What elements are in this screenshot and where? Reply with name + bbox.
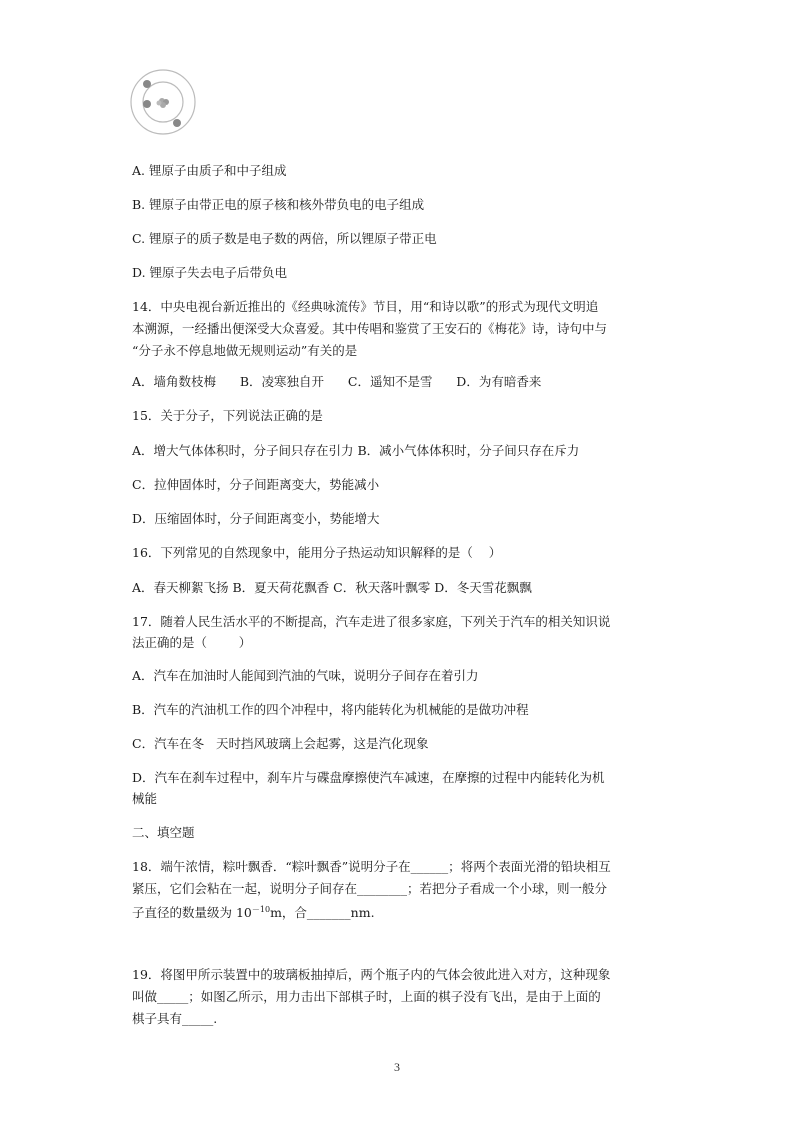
q16-options: A．春天柳絮飞扬 B．夏天荷花飘香 C．秋天落叶飘零 D．冬天雪花飘飘 bbox=[132, 580, 532, 595]
q17-option-a: A．汽车在加油时人能闻到汽油的气味，说明分子间存在着引力 bbox=[132, 668, 479, 683]
q15-option-d: D．压缩固体时，分子间距离变小，势能增大 bbox=[132, 511, 380, 526]
q18-line-3-prefix: 子直径的数量级为 10 bbox=[132, 905, 252, 921]
q14-options: A．墙角数枝梅 B．凌寒独自开 C．遥知不是雪 D．为有暗香来 bbox=[132, 374, 542, 389]
q15-option-c: C．拉伸固体时，分子间距离变大，势能减小 bbox=[132, 477, 380, 492]
section-title-fill-in: 二、填空题 bbox=[132, 825, 195, 840]
page-number: 3 bbox=[394, 1060, 400, 1074]
q18-exponent: －10 bbox=[251, 905, 271, 914]
q14-stem-line-3: “分子永不停息地做无规则运动”有关的是 bbox=[132, 343, 358, 358]
q16-stem: 16．下列常见的自然现象中，能用分子热运动知识解释的是（ ） bbox=[132, 545, 502, 560]
q18-line-1: 18．端午浓情，粽叶飘香．“粽叶飘香”说明分子在______；将两个表面光滑的铅块相互 bbox=[132, 859, 611, 874]
q13-option-c: C. 锂原子的质子数是电子数的两倍，所以锂原子带正电 bbox=[132, 231, 437, 246]
q15-option-ab: A．增大气体体积时，分子间只存在引力 B．减小气体体积时，分子间只存在斥力 bbox=[132, 443, 580, 458]
q18-line-3 bbox=[132, 901, 375, 921]
q17-stem-line-1: 17．随着人民生活水平的不断提高，汽车走进了很多家庭，下列关于汽车的相关知识说 bbox=[132, 614, 611, 629]
q17-option-d-line-1: D．汽车在刹车过程中，刹车片与碟盘摩擦使汽车减速，在摩擦的过程中内能转化为机 bbox=[132, 770, 605, 785]
q13-option-b: B. 锂原子由带正电的原子核和核外带负电的电子组成 bbox=[132, 197, 425, 212]
q15-stem: 15．关于分子，下列说法正确的是 bbox=[132, 408, 323, 423]
q17-option-b: B．汽车的汽油机工作的四个冲程中，将内能转化为机械能的是做功冲程 bbox=[132, 702, 529, 717]
q13-option-a: A. 锂原子由质子和中子组成 bbox=[132, 163, 287, 178]
q18-line-3-suffix: m，合_______nm. bbox=[270, 905, 375, 921]
q14-stem-line-2: 本溯源，一经播出便深受大众喜爱。其中传唱和鉴赏了王安石的《梅花》诗，诗句中与 bbox=[132, 321, 608, 336]
q17-option-c: C．汽车在冬 天时挡风玻璃上会起雾，这是汽化现象 bbox=[132, 736, 429, 751]
q13-option-d: D. 锂原子失去电子后带负电 bbox=[132, 265, 288, 280]
q17-stem-line-2: 法正确的是（ ） bbox=[132, 635, 252, 650]
q17-option-d-line-2: 械能 bbox=[132, 791, 158, 806]
q19-line-1: 19．将图甲所示装置中的玻璃板抽掉后，两个瓶子内的气体会彼此进入对方，这种现象 bbox=[132, 967, 611, 982]
q19-line-2: 叫做_____；如图乙所示，用力击出下部棋子时，上面的棋子没有飞出，是由于上面的 bbox=[132, 989, 601, 1004]
q18-line-2: 紧压，它们会粘在一起，说明分子间存在________；若把分子看成一个小球，则一般分 bbox=[132, 881, 608, 896]
q19-line-3: 棋子具有_____. bbox=[132, 1011, 218, 1026]
lithium-atom-diagram-icon bbox=[128, 66, 198, 138]
q14-stem-line-1: 14．中央电视台新近推出的《经典咏流传》节目，用“和诗以歌”的形式为现代文明追 bbox=[132, 299, 599, 314]
